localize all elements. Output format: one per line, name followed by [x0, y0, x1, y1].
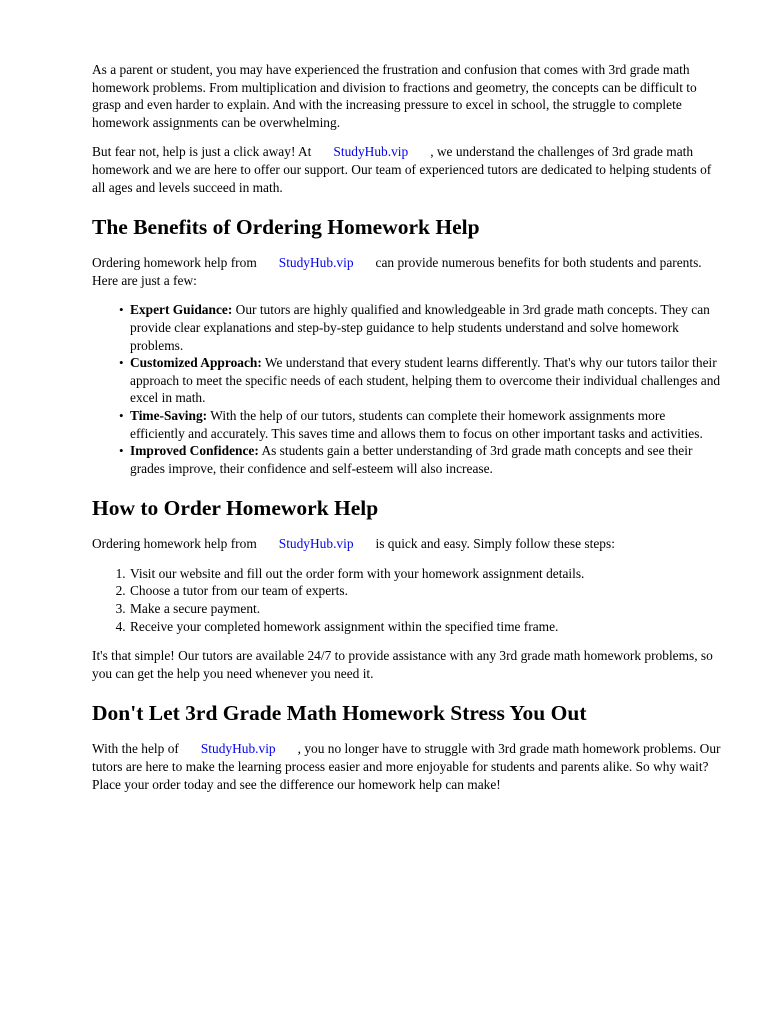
order-intro — [92, 535, 722, 553]
studyhub-link-order[interactable]: StudyHub.vip — [278, 536, 354, 552]
benefit-item-improved-confidence — [119, 442, 722, 477]
studyhub-link-closing[interactable]: StudyHub.vip — [200, 741, 276, 757]
benefit-title: Improved Confidence: — [130, 443, 259, 459]
benefit-title: Expert Guidance: — [130, 302, 233, 318]
benefits-intro — [92, 254, 722, 289]
closing-after: , you no longer have to struggle with 3rd grade math homework problems. Our tutors are here to make the learning process easier and more enjoyable for students and parents alike. So why wait? Place your order today and see the difference our homework help can make! — [92, 741, 721, 792]
order-step: 3. Make a secure payment. — [129, 600, 722, 618]
order-steps-list — [92, 565, 722, 635]
benefit-text: With the help of our tutors, students can complete their homework assignments more efficiently and accurately. This saves time and allows them to focus on other important tasks and activities. — [130, 407, 703, 441]
closing-paragraph — [92, 740, 722, 793]
order-step: 1. Visit our website and fill out the order form with your homework assignment details. — [129, 565, 722, 583]
benefits-list — [92, 301, 722, 477]
intro-p2-before: But fear not, help is just a click away! At — [92, 144, 312, 160]
benefit-title: Customized Approach: — [130, 355, 262, 371]
closing-heading: Don't Let 3rd Grade Math Homework Stress You Out — [92, 701, 587, 726]
benefit-item-expert-guidance — [119, 301, 722, 354]
document-page — [92, 61, 722, 805]
studyhub-link-benefits[interactable]: StudyHub.vip — [278, 255, 354, 271]
benefit-item-customized-approach — [119, 354, 722, 407]
benefits-intro-after: can provide numerous benefits for both students and parents. Here are just a few: — [92, 255, 702, 288]
closing-before: With the help of — [92, 741, 179, 757]
bullet-icon: • — [119, 407, 124, 423]
benefits-intro-before: Ordering homework help from — [92, 255, 257, 271]
studyhub-link-intro[interactable]: StudyHub.vip — [333, 144, 409, 160]
order-intro-after: is quick and easy. Simply follow these steps: — [375, 536, 615, 552]
bullet-icon: • — [119, 302, 124, 318]
benefit-text: Our tutors are highly qualified and knowledgeable in 3rd grade math concepts. They can provide clear explanations and step-by-step guidance to help students understand and solve homework problems. — [130, 302, 710, 353]
benefit-text: We understand that every student learns differently. That's why our tutors tailor their approach to meet the specific needs of each student, helping them to overcome their individual challenges and excel in math. — [130, 355, 721, 406]
benefits-heading: The Benefits of Ordering Homework Help — [92, 215, 480, 240]
bullet-icon: • — [119, 443, 124, 459]
order-step: 4. Receive your completed homework assignment within the specified time frame. — [129, 618, 722, 636]
order-heading: How to Order Homework Help — [92, 496, 379, 521]
order-outro: It's that simple! Our tutors are available 24/7 to provide assistance with any 3rd grade math homework problems, so you can get the help you need whenever you need it. — [92, 648, 713, 681]
benefit-title: Time-Saving: — [130, 407, 208, 423]
intro-paragraph-2 — [92, 143, 722, 196]
order-step: 2. Choose a tutor from our team of experts. — [129, 582, 722, 600]
benefit-item-time-saving — [119, 407, 722, 442]
benefit-text: As students gain a better understanding of 3rd grade math concepts and see their grades improve, their confidence and self-esteem will also increase. — [130, 443, 693, 476]
intro-p2-after: , we understand the challenges of 3rd grade math homework and we are here to offer our support. Our team of experienced tutors are dedicated to helping students of all ages and levels succeed in math. — [92, 144, 712, 195]
bullet-icon: • — [119, 355, 124, 371]
intro-paragraph-1: As a parent or student, you may have experienced the frustration and confusion that comes with 3rd grade math homework problems. From multiplication and division to fractions and geometry, the concepts can be difficult to grasp and even harder to explain. And with the increasing pressure to excel in school, the struggle to complete homework assignments can be overwhelming. — [92, 62, 697, 130]
order-intro-before: Ordering homework help from — [92, 536, 257, 552]
